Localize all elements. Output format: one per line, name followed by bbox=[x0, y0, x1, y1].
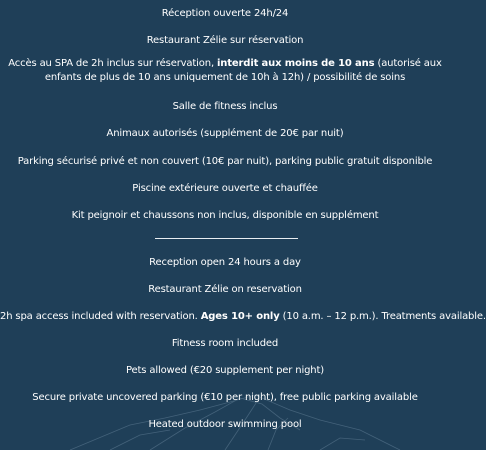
en-pool: Heated outdoor swimming pool bbox=[148, 419, 302, 430]
fr-reception: Réception ouverte 24h/24 bbox=[161, 8, 289, 19]
fr-parking: Parking sécurisé privé et non couvert (10€ par nuit), parking public gratuit disponible bbox=[17, 156, 433, 167]
en-pets: Pets allowed (€20 supplement per night) bbox=[125, 365, 325, 376]
fr-fitness: Salle de fitness inclus bbox=[172, 101, 278, 112]
fr-pool: Piscine extérieure ouverte et chauffée bbox=[132, 183, 318, 194]
fr-restaurant: Restaurant Zélie sur réservation bbox=[146, 35, 304, 46]
en-spa-text: 2h spa access included with reservation. bbox=[0, 311, 201, 322]
fr-spa-text: Accès au SPA de 2h inclus sur réservation, bbox=[8, 58, 218, 69]
fr-spa-details: (autorisé aux enfants de plus de 10 ans uniquement de 10h à 12h) / possibilité de soins bbox=[44, 58, 442, 83]
fr-pets: Animaux autorisés (supplément de 20€ par nuit) bbox=[106, 128, 344, 139]
en-spa-details: (10 a.m. – 12 p.m.). Treatments available. bbox=[279, 311, 486, 322]
fr-spa bbox=[0, 57, 450, 85]
en-restaurant: Restaurant Zélie on reservation bbox=[148, 284, 302, 295]
en-parking: Secure private uncovered parking (€10 per night), free public parking available bbox=[32, 392, 418, 403]
fr-spa-age-restriction: interdit aux moins de 10 ans bbox=[217, 58, 375, 69]
en-spa-age-restriction: Ages 10+ only bbox=[200, 311, 280, 322]
section-divider bbox=[155, 238, 298, 239]
en-fitness: Fitness room included bbox=[171, 338, 279, 349]
fr-robe-kit: Kit peignoir et chaussons non inclus, disponible en supplément bbox=[71, 210, 379, 221]
en-reception: Reception open 24 hours a day bbox=[149, 257, 301, 268]
en-spa bbox=[0, 310, 486, 324]
